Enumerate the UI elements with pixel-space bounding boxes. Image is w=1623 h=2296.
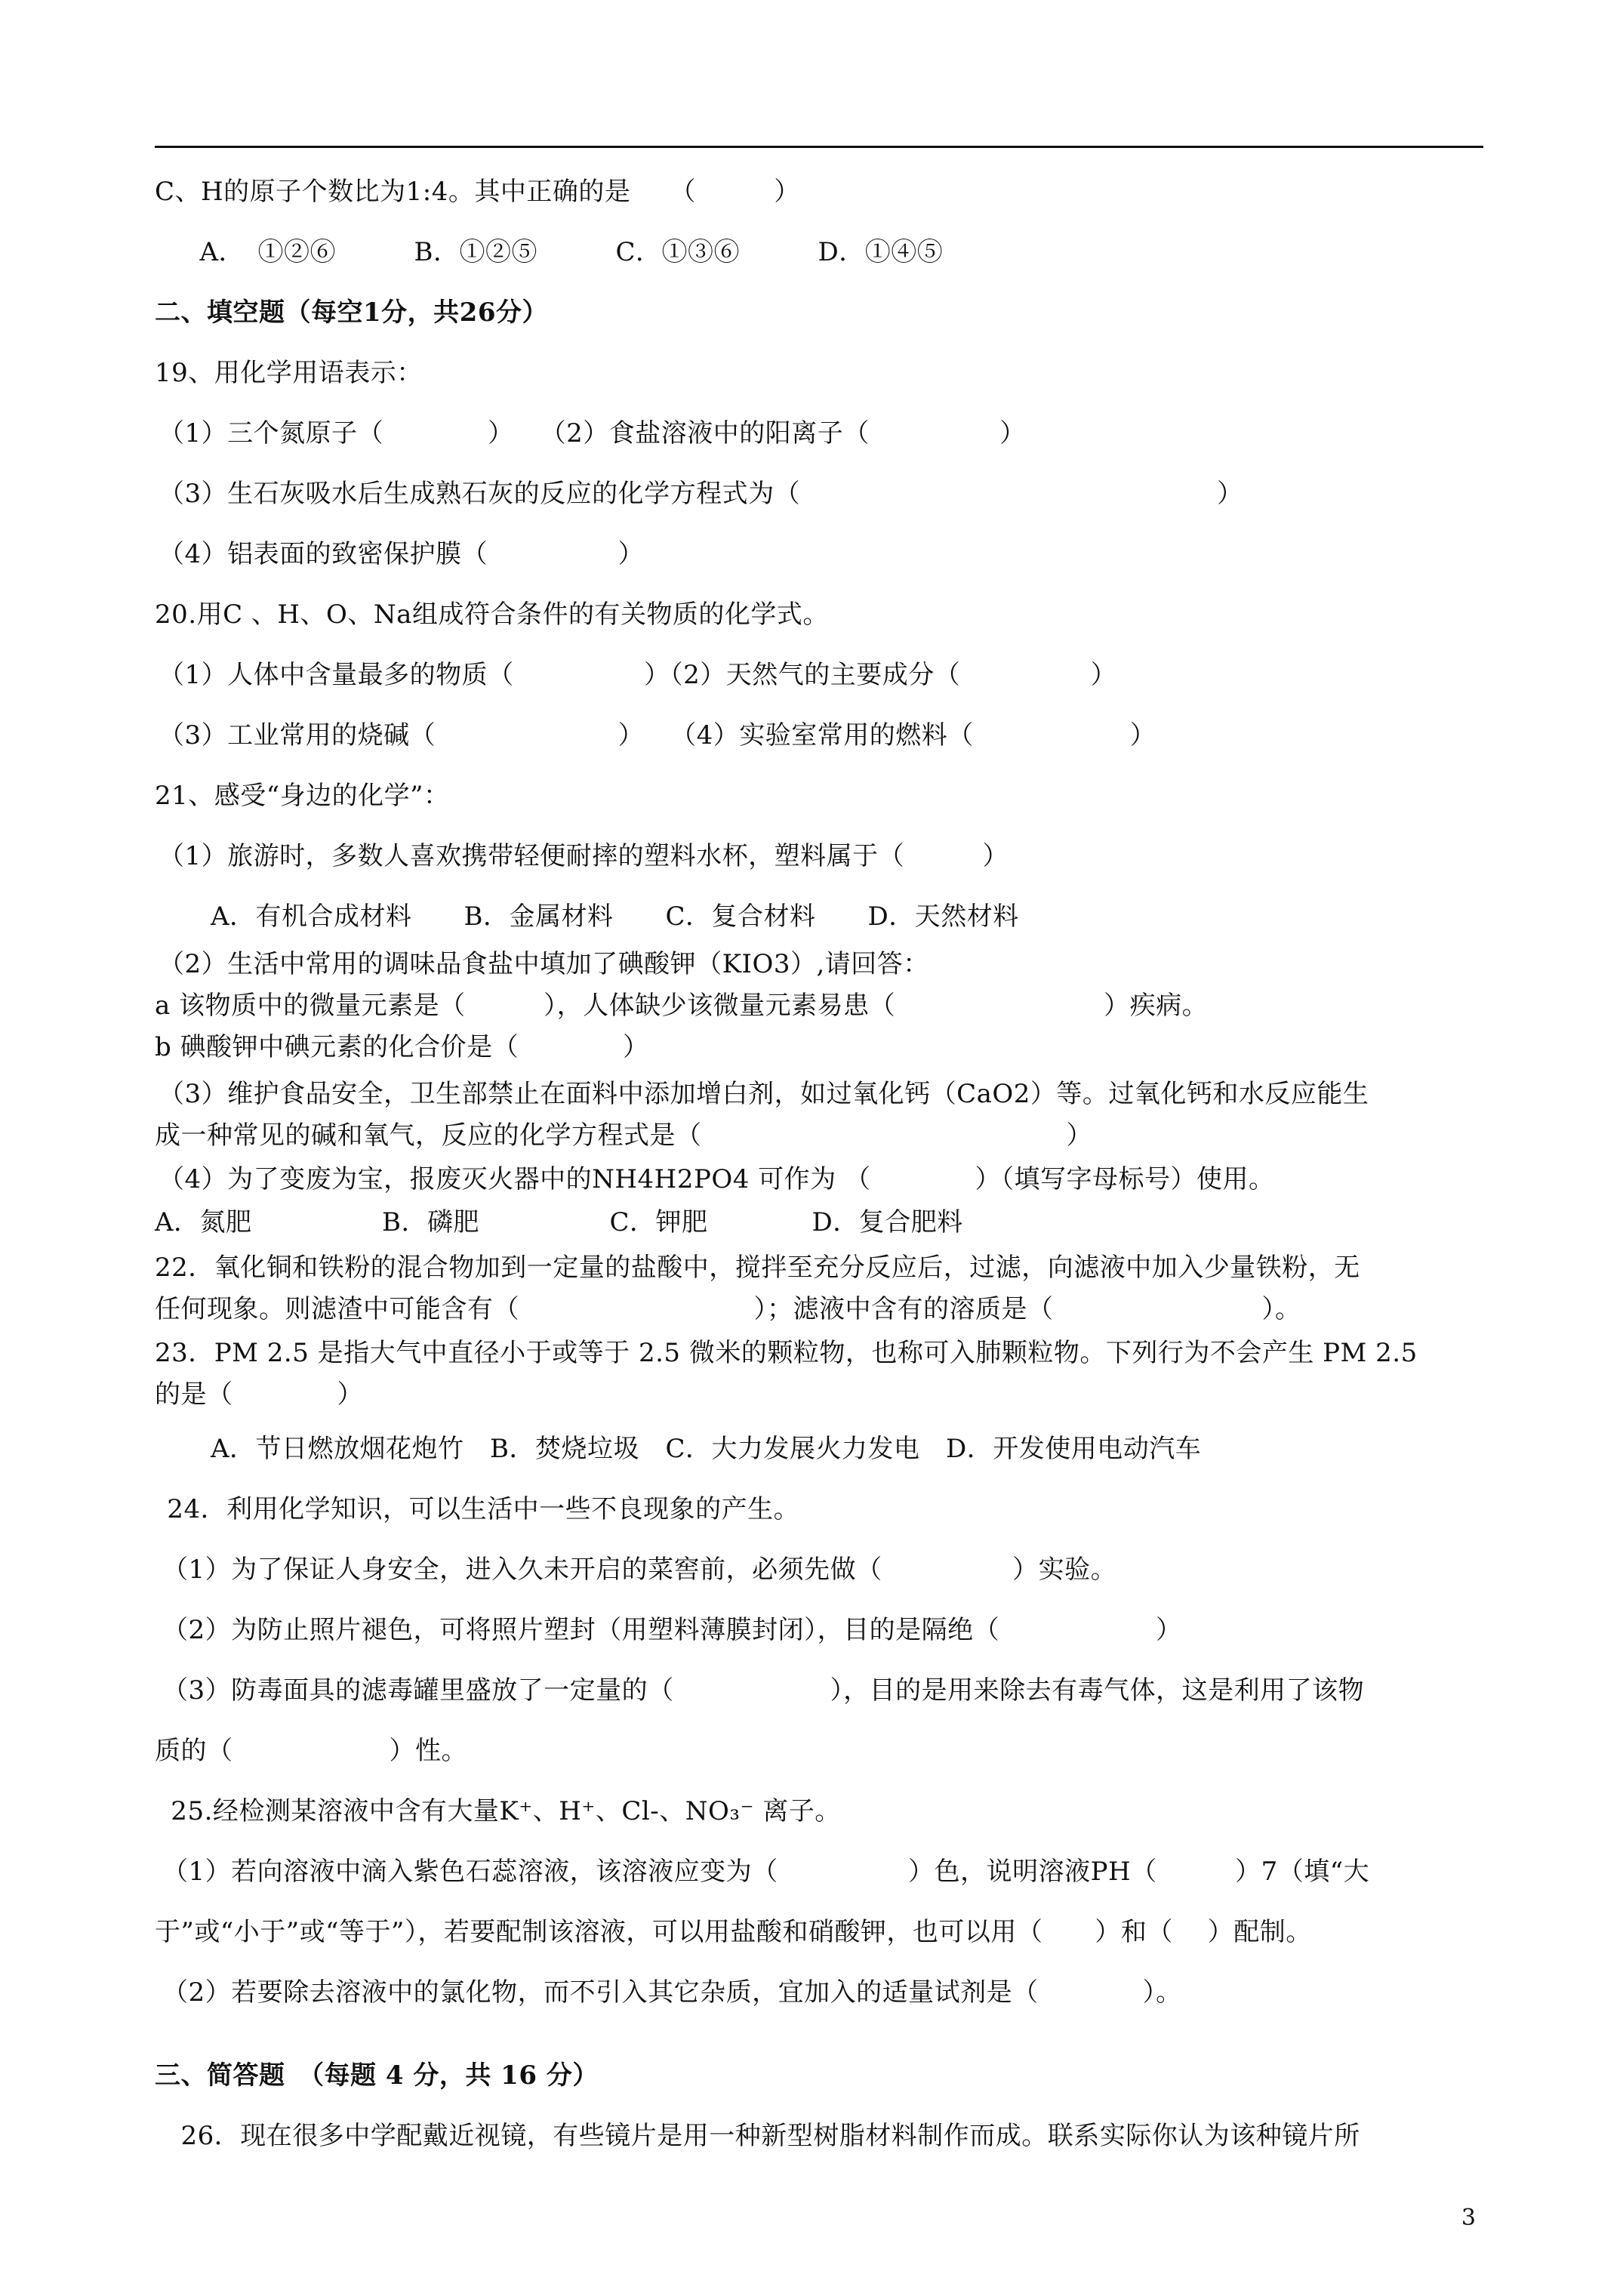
answer-options: A．有机合成材料 B．金属材料 C．复合材料 D．天然材料: [159, 901, 1019, 932]
page-number: 3: [1461, 2205, 1476, 2231]
text-line: （1）为了保证人身安全，进入久未开启的菜窖前，必须先做（ ）实验。: [162, 1555, 1117, 1585]
text-line: a 该物质中的微量元素是（ ），人体缺少该微量元素易患（ ）疾病。: [155, 991, 1209, 1021]
answer-options: A． ①②⑥ B．①②⑤ C．①③⑥ D．①④⑤: [174, 237, 944, 267]
answer-options: A．节日燃放烟花炮竹 B．焚烧垃圾 C．大力发展火力发电 D．开发使用电动汽车: [159, 1434, 1202, 1464]
text-line: （1）若向溶液中滴入紫色石蕊溶液，该溶液应变为（ ）色，说明溶液PH（ ）7（填“大: [162, 1857, 1370, 1887]
text-line: （2）生活中常用的调味品食盐中填加了碘酸钾（KIO3）,请回答：: [159, 949, 929, 979]
text-line: 的是（ ）: [155, 1379, 363, 1410]
text-line: 质的（ ）性。: [155, 1736, 467, 1766]
text-line: 于”或“小于”或“等于”），若要配制该溶液，可以用盐酸和硝酸钾，也可以用（ ）和（ ）配制。: [155, 1917, 1312, 1947]
text-line: （3）防毒面具的滤毒罐里盛放了一定量的（ ），目的是用来除去有毒气体，这是利用了该物: [162, 1675, 1365, 1706]
text-line: （2）若要除去溶液中的氯化物，而不引入其它杂质，宜加入的适量试剂是（ ）。: [162, 1977, 1182, 2008]
section-heading: 二、填空题（每空1分，共26分）: [155, 297, 548, 328]
question-20: 20.用C 、H、O、Na组成符合条件的有关物质的化学式。: [155, 599, 829, 630]
question-21: 21、感受“身边的化学”：: [155, 781, 450, 811]
question-22: 22．氧化铜和铁粉的混合物加到一定量的盐酸中，搅拌至充分反应后，过滤，向滤液中加入少量铁粉，无: [155, 1253, 1360, 1283]
text-line: 任何现象。则滤渣中可能含有（ ）；滤液中含有的溶质是（ ）。: [155, 1294, 1301, 1324]
text-line: （4）铝表面的致密保护膜（ ）: [159, 539, 645, 569]
text-line: （1）人体中含量最多的物质（ ）（2）天然气的主要成分（ ）: [159, 660, 1117, 690]
text-line: （3）工业常用的烧碱（ ） （4）实验室常用的燃料（ ）: [159, 720, 1156, 750]
text-line: （3）维护食品安全，卫生部禁止在面料中添加增白剂，如过氧化钙（CaO2）等。过氧化钙和水反应能生: [159, 1079, 1369, 1109]
question-19: 19、用化学用语表示：: [155, 358, 423, 388]
question-26: 26．现在很多中学配戴近视镜，有些镜片是用一种新型树脂材料制作而成。联系实际你认为该种镜片所: [155, 2121, 1360, 2151]
text-line: （4）为了变废为宝，报废灭火器中的NH4H2PO4 可作为 （ ）（填写字母标号）使用。: [159, 1164, 1275, 1194]
text-line: C、H的原子个数比为1:4。其中正确的是 （ ）: [155, 177, 800, 207]
section-heading: 三、简答题 （每题 4 分，共 16 分）: [155, 2060, 599, 2091]
header-rule: [155, 146, 1483, 148]
answer-options: A．氮肥 B．磷肥 C．钾肥 D．复合肥料: [155, 1207, 963, 1237]
text-line: （2）为防止照片褪色，可将照片塑封（用塑料薄膜封闭），目的是隔绝（ ）: [162, 1615, 1182, 1645]
text-line: 成一种常见的碱和氧气，反应的化学方程式是（ ）: [155, 1120, 1092, 1151]
question-24: 24．利用化学知识，可以生活中一些不良现象的产生。: [159, 1494, 800, 1524]
text-line: b 碘酸钾中碘元素的化合价是（ ）: [155, 1032, 649, 1062]
text-line: （3）生石灰吸水后生成熟石灰的反应的化学方程式为（ ）: [159, 479, 1243, 509]
question-23: 23．PM 2.5 是指大气中直径小于或等于 2.5 微米的颗粒物，也称可入肺颗粒物。下列行为不会产生 PM 2.5: [155, 1338, 1418, 1368]
text-line: （1）旅游时，多数人喜欢携带轻便耐摔的塑料水杯，塑料属于（ ）: [159, 841, 1009, 871]
question-25: 25.经检测某溶液中含有大量K⁺、H⁺、Cl-、NO₃⁻ 离子。: [162, 1796, 841, 1826]
text-line: （1）三个氮原子（ ） （2）食盐溶液中的阳离子（ ）: [159, 418, 1026, 448]
